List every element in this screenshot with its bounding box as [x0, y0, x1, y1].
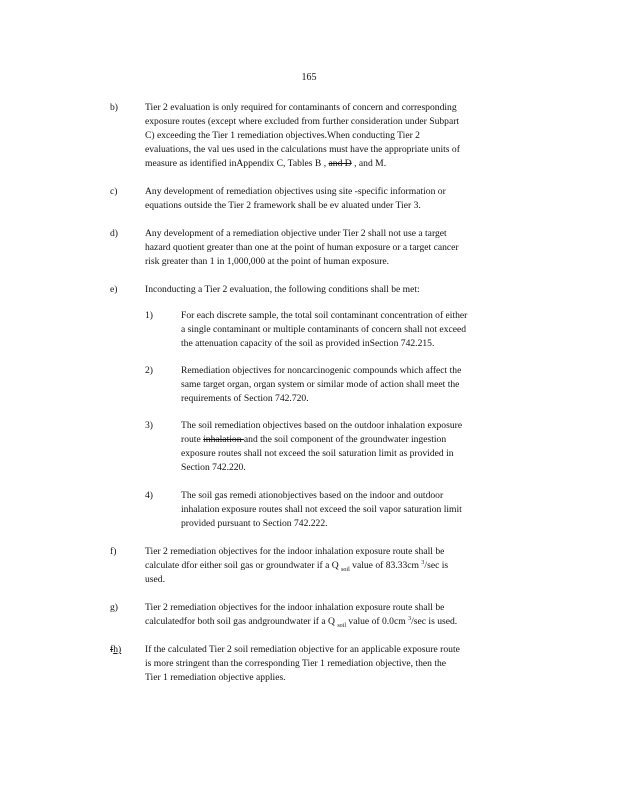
subsection-label: 3) [145, 420, 153, 431]
subsection-label: 1) [145, 310, 153, 321]
text-line [145, 559, 540, 573]
text-segment: , and M. [351, 158, 387, 169]
text-segment: /sec is [424, 560, 449, 571]
text-segment: /sec is used. [411, 616, 458, 627]
text-line: Tier 2 evaluation is only required for contaminants of concern and corresponding [145, 102, 457, 113]
subscript: soil [337, 622, 347, 629]
text-line [145, 157, 540, 171]
text-line: Any development of remediation objectives using site -specific information or [145, 186, 446, 197]
section-text [145, 185, 540, 213]
text-line: a single contaminant or multiple contaminants of concern shall not exceed [181, 324, 467, 335]
text-line: requirements of Section 742.720. [181, 393, 309, 404]
text-line: For each discrete sample, the total soil contaminant concentration of either [181, 310, 468, 321]
section-label: d) [110, 228, 118, 239]
inserted-text-line [145, 615, 540, 629]
text-line: is more stringent than the corresponding Tier 1 remediation objective, then the [145, 658, 447, 669]
text-line: same target organ, organ system or similar mode of action shall meet the [181, 379, 460, 390]
text-segment: value of 83.33cm [349, 560, 422, 571]
text-line: Any development of a remediation objective under Tier 2 shall not use a target [145, 228, 447, 239]
text-line [181, 433, 539, 447]
text-line: Tier 2 remediation objectives for the indoor inhalation exposure route shall be [145, 546, 445, 557]
text-line: The soil remediation objectives based on the outdoor inhalation exposure [181, 420, 463, 431]
text-line: hazard quotient greater than one at the point of human exposure or a target cancer [145, 242, 459, 253]
subsection-text [181, 309, 539, 351]
deleted-text: inhalation [203, 434, 244, 445]
subsection-text [181, 364, 539, 406]
deleted-label: f [110, 644, 114, 655]
text-line: used. [145, 574, 165, 585]
section-label: c) [110, 186, 118, 197]
inserted-text-line: provided pursuant to Section 742.222. [181, 518, 328, 529]
text-line: equations outside the Tier 2 framework shall be ev aluated under Tier 3. [145, 200, 421, 211]
text-line: exposure routes (except where excluded from further consideration under Subpart [145, 116, 460, 127]
section-label: f) [110, 546, 117, 557]
text-line: the attenuation capacity of the soil as provided inSection 742.215. [181, 338, 435, 349]
superscript: 3 [421, 559, 425, 566]
text-segment: calculate dfor either soil gas or groundwater if a Q [145, 560, 342, 571]
text-line: Section 742.220. [181, 462, 246, 473]
section-text [145, 601, 540, 629]
text-line: If the calculated Tier 2 soil remediation objective for an applicable exposure route [145, 644, 460, 655]
section-text [145, 643, 540, 685]
text-line: evaluations, the val ues used in the calculations must have the appropriate units of [145, 144, 460, 155]
text-segment: and the soil component of the groundwater ingestion [243, 434, 447, 445]
text-line: Remediation objectives for noncarcinogenic compounds which affect the [181, 365, 462, 376]
superscript: 3 [408, 615, 412, 622]
section-label [110, 643, 134, 657]
section-label: g) [110, 602, 118, 613]
inserted-label: h) [113, 644, 122, 655]
inserted-text-line: inhalation exposure routes shall not exceed the soil vapor saturation limit [181, 504, 462, 515]
text-segment: measure as identified inAppendix C, Tables B , [145, 158, 329, 169]
section-text [145, 545, 540, 587]
subsection-label: 4) [145, 490, 153, 501]
text-line: C) exceeding the Tier 1 remediation objectives.When conducting Tier 2 [145, 130, 420, 141]
subsection-label: 2) [145, 365, 153, 376]
section-text [145, 227, 540, 269]
inserted-text-line: Tier 2 remediation objectives for the indoor inhalation exposure route shall be [145, 602, 445, 613]
text-line: Tier 1 remediation objective applies. [145, 672, 286, 683]
subsection-text [181, 419, 539, 475]
section-text [145, 283, 540, 297]
text-line: exposure routes shall not exceed the soil saturation limit as provided in [181, 448, 454, 459]
subsection-text [181, 489, 539, 531]
section-label: b) [110, 102, 118, 113]
text-segment: value of 0.0cm [346, 616, 409, 627]
page-number: 165 [301, 72, 317, 83]
text-line: Inconducting a Tier 2 evaluation, the following conditions shall be met: [145, 284, 420, 295]
section-label: e) [110, 284, 118, 295]
text-segment: route [181, 434, 204, 445]
deleted-text: and D [328, 158, 352, 169]
text-line: risk greater than 1 in 1,000,000 at the point of human exposure. [145, 256, 390, 267]
text-segment: calculatedfor both soil gas andgroundwater if a Q [145, 616, 338, 627]
inserted-text-line: The soil gas remedi ationobjectives based on the indoor and outdoor [181, 490, 444, 501]
subscript: soil [341, 566, 350, 573]
section-text [145, 101, 540, 171]
